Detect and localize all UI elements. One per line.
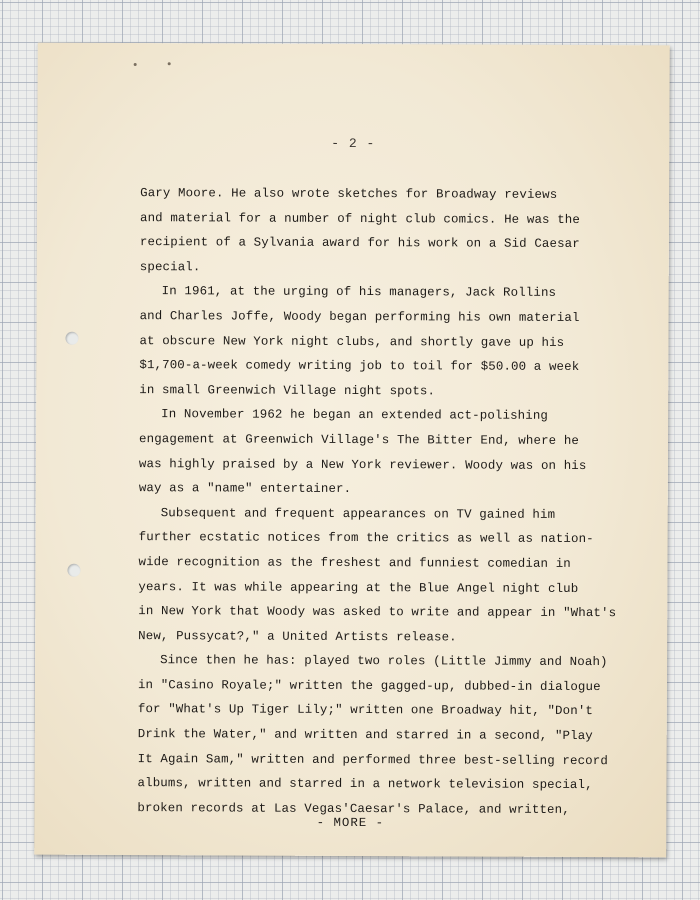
text-line: and Charles Joffe, Woody began performing his own material xyxy=(139,309,580,325)
text-line: wide recognition as the freshest and funniest comedian in xyxy=(138,554,571,571)
text-line: broken records at Las Vegas'Caesar's Palace, and written, xyxy=(137,800,570,817)
text-line: It Again Sam," written and performed three best-selling record xyxy=(137,751,608,768)
text-line: New, Pussycat?," a United Artists release. xyxy=(138,628,457,645)
text-line: in small Greenwich Village night spots. xyxy=(139,382,436,399)
text-line: years. It was while appearing at the Blue Angel night club xyxy=(138,579,579,596)
text-line: in "Casino Royale;" written the gagged-up, dubbed-in dialogue xyxy=(137,677,601,694)
punch-hole xyxy=(65,332,78,345)
text-line: In 1961, at the urging of his managers, Jack Rollins xyxy=(161,284,557,301)
text-line: way as a "name" entertainer. xyxy=(138,481,352,497)
ink-speck xyxy=(168,62,171,65)
text-line: further ecstatic notices from the critics as well as nation- xyxy=(138,530,594,547)
text-line: special. xyxy=(139,259,201,275)
text-line: recipient of a Sylvania award for his work on a Sid Caesar xyxy=(139,235,580,252)
text-line: albums, written and starred in a network television special, xyxy=(137,776,593,793)
punch-hole xyxy=(67,564,80,577)
text-line: engagement at Greenwich Village's The Bitter End, where he xyxy=(139,432,580,448)
more-footer: - MORE - xyxy=(316,815,385,831)
text-line: for "What's Up Tiger Lily;" written one Broadway hit, "Don't xyxy=(137,702,594,719)
body-text xyxy=(137,181,660,823)
text-line: at obscure New York night clubs, and shortly gave up his xyxy=(139,333,565,350)
text-line: Subsequent and frequent appearances on TV gained him xyxy=(160,505,556,522)
typewritten-page xyxy=(34,43,670,858)
text-line: In November 1962 he began an extended act-polishing xyxy=(161,407,549,424)
text-line: Drink the Water," and written and starred in a second, "Play xyxy=(137,727,593,744)
text-line: and material for a number of night club comics. He was the xyxy=(139,210,581,227)
ink-speck xyxy=(134,63,137,66)
text-line: Gary Moore. He also wrote sketches for Broadway reviews xyxy=(140,186,558,202)
text-line: $1,700-a-week comedy writing job to toil for $50.00 a week xyxy=(139,358,580,375)
text-line: Since then he has: played two roles (Little Jimmy and Noah) xyxy=(160,653,608,670)
text-line: in New York that Woody was asked to write and appear in "What's xyxy=(138,604,617,621)
text-line: was highly praised by a New York reviewer. Woody was on his xyxy=(138,456,587,473)
page-number: - 2 - xyxy=(331,135,376,152)
